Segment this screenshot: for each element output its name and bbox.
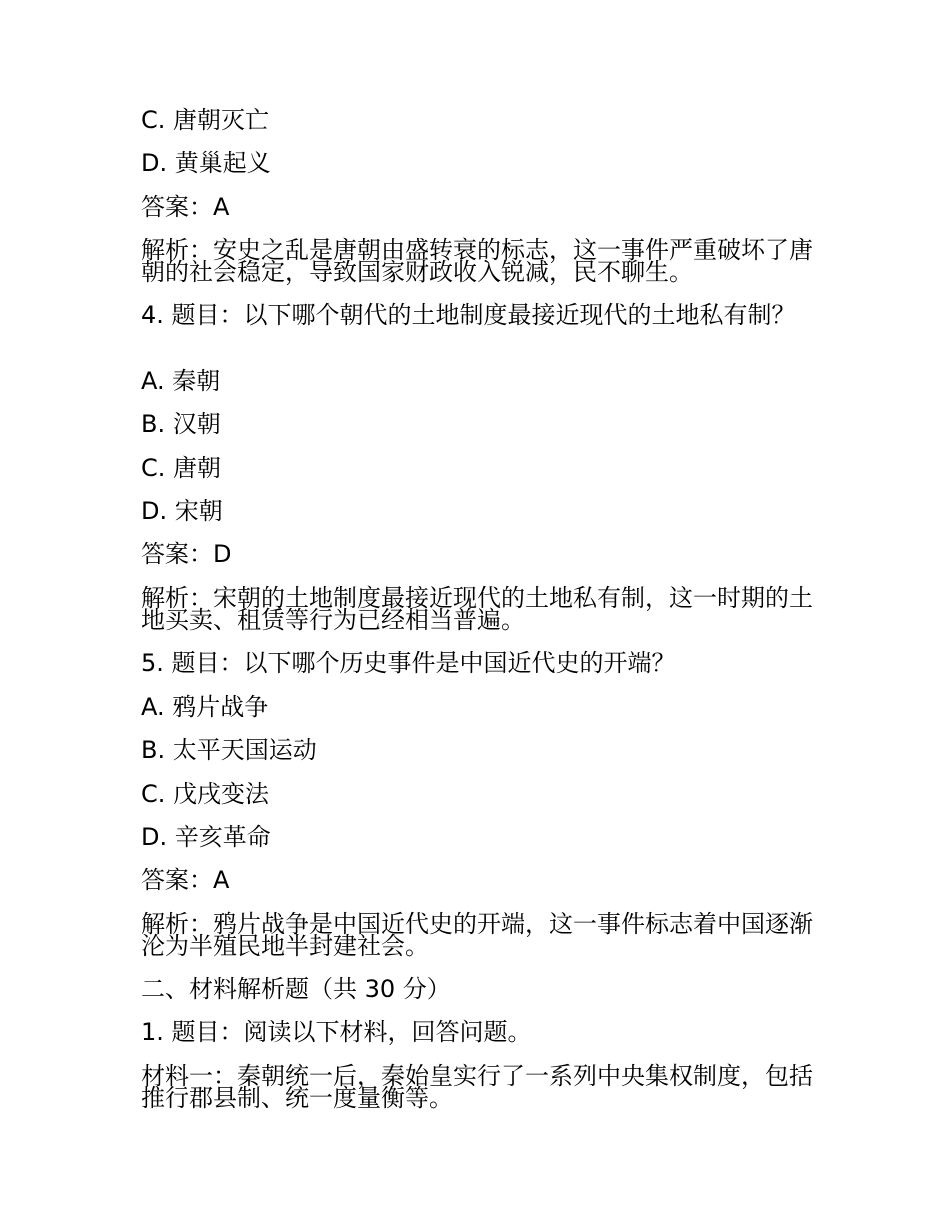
- answer-q3: 答案：A: [141, 193, 230, 221]
- answer-q5: 答案：A: [141, 866, 230, 894]
- question-5: 5. 题目：以下哪个历史事件是中国近代史的开端？: [141, 649, 676, 677]
- option-d-q5: D. 辛亥革命: [141, 823, 271, 851]
- option-b-q4: B. 汉朝: [141, 410, 221, 438]
- option-c-q4: C. 唐朝: [141, 454, 222, 482]
- option-a-q5: A. 鸦片战争: [141, 693, 269, 721]
- analysis-q3: 解析：安史之乱是唐朝由盛转衰的标志，这一事件严重破坏了唐朝的社会稳定，导致国家财政收入锐减，民不聊生。: [141, 236, 813, 286]
- material-one: 材料一：秦朝统一后，秦始皇实行了一系列中央集权制度，包括推行郡县制、统一度量衡等。: [141, 1062, 813, 1112]
- option-d-q3: D. 黄巢起义: [141, 149, 271, 177]
- option-c-q3: C. 唐朝灭亡: [141, 106, 270, 134]
- section-heading: 二、材料解析题（共 30 分）: [141, 975, 451, 1003]
- question-4: 4. 题目：以下哪个朝代的土地制度最接近现代的土地私有制？: [141, 301, 796, 329]
- option-d-q4: D. 宋朝: [141, 497, 223, 525]
- option-c-q5: C. 戊戌变法: [141, 780, 270, 808]
- material-question-1: 1. 题目：阅读以下材料，回答问题。: [141, 1018, 532, 1046]
- analysis-q4: 解析：宋朝的土地制度最接近现代的土地私有制，这一时期的土地买卖、租赁等行为已经相当普遍。: [141, 584, 813, 634]
- analysis-q5: 解析：鸦片战争是中国近代史的开端，这一事件标志着中国逐渐沦为半殖民地半封建社会。: [141, 910, 813, 960]
- option-a-q4: A. 秦朝: [141, 367, 221, 395]
- option-b-q5: B. 太平天国运动: [141, 736, 317, 764]
- answer-q4: 答案：D: [141, 540, 232, 568]
